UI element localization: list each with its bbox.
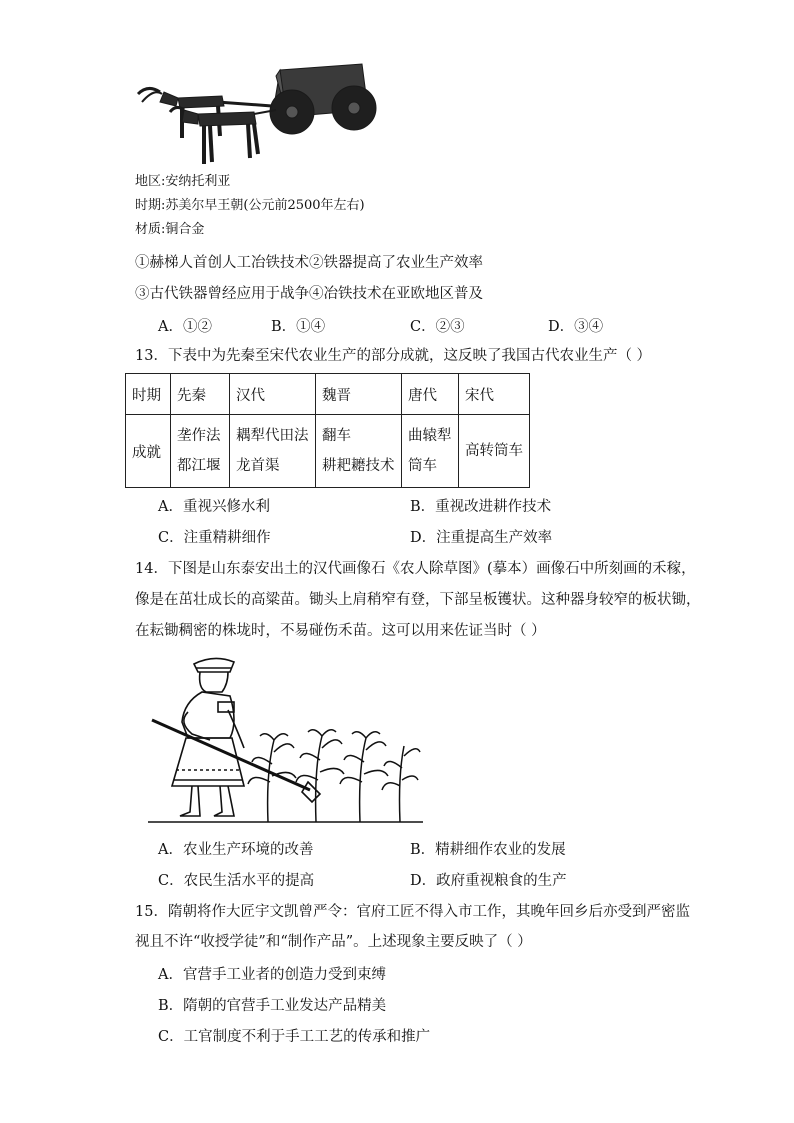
q12-statements-1: ①赫梯人首创人工冶铁技术②铁器提高了农业生产效率 — [135, 255, 483, 271]
table-cell-text: 龙首渠 — [236, 458, 280, 474]
table-header-cell: 唐代 — [402, 374, 459, 415]
q14-stem-1: 14．下图是山东泰安出土的汉代画像石《农人除草图》(摹本）画像石中所刻画的禾稼， — [135, 561, 696, 577]
table-header-cell: 先秦 — [171, 374, 230, 415]
table-cell-text: 高转筒车 — [465, 443, 523, 459]
q15-option-a[interactable]: A．官营手工业者的创造力受到束缚 — [158, 967, 386, 983]
q12-option-b[interactable]: B．①④ — [271, 319, 326, 335]
agriculture-table — [125, 373, 530, 488]
table-cell — [171, 415, 230, 488]
q13-option-b[interactable]: B．重视改进耕作技术 — [410, 499, 552, 515]
q12-option-a[interactable]: A．①② — [158, 319, 212, 335]
q14-option-d[interactable]: D．政府重视粮食的生产 — [410, 873, 567, 889]
farmer-weeding-image — [148, 652, 423, 830]
table-cell-text: 翻车 — [322, 428, 351, 444]
table-cell — [230, 415, 316, 488]
table-header-row — [126, 374, 530, 415]
table-cell — [316, 415, 402, 488]
caption-period: 时期:苏美尔早王朝(公元前2500年左右) — [135, 198, 365, 213]
q13-option-d[interactable]: D．注重提高生产效率 — [410, 530, 553, 546]
q13-option-c[interactable]: C．注重精耕细作 — [158, 530, 271, 546]
q15-stem-2: 视且不许“收授学徒”和“制作产品”。上述现象主要反映了（ ） — [135, 934, 532, 950]
q12-option-d[interactable]: D．③④ — [548, 319, 604, 335]
table-row — [126, 415, 530, 488]
q12-statements-2: ③古代铁器曾经应用于战争④冶铁技术在亚欧地区普及 — [135, 286, 483, 302]
table-row-label: 成就 — [126, 415, 171, 488]
bronze-cart-image — [130, 62, 390, 170]
table-cell — [459, 415, 530, 488]
table-cell-text: 垄作法 — [177, 428, 221, 444]
q12-option-c[interactable]: C．②③ — [410, 319, 465, 335]
table-cell-text: 都江堰 — [177, 458, 221, 474]
table-cell-text: 曲辕犁 — [408, 428, 452, 444]
table-header-cell: 宋代 — [459, 374, 530, 415]
q14-stem-2: 像是在茁壮成长的高粱苗。锄头上肩稍窄有登，下部呈板镬状。这种器身较窄的板状锄， — [135, 592, 701, 608]
table-header-cell: 汉代 — [230, 374, 316, 415]
q13-stem: 13．下表中为先秦至宋代农业生产的部分成就，这反映了我国古代农业生产（ ） — [135, 348, 652, 364]
table-header-cell: 时期 — [126, 374, 171, 415]
q14-option-c[interactable]: C．农民生活水平的提高 — [158, 873, 315, 889]
table-cell — [402, 415, 459, 488]
caption-region: 地区:安纳托利亚 — [135, 174, 231, 189]
table-header-cell: 魏晋 — [316, 374, 402, 415]
q14-stem-3: 在耘锄稠密的株垅时，不易碰伤禾苗。这可以用来佐证当时（ ） — [135, 623, 546, 639]
q15-option-b[interactable]: B．隋朝的官营手工业发达产品精美 — [158, 998, 387, 1014]
caption-material: 材质:铜合金 — [135, 222, 205, 237]
q15-stem-1: 15．隋朝将作大匠宇文凯曾严令：官府工匠不得入市工作，其晚年回乡后亦受到严密监 — [135, 904, 690, 920]
q14-option-a[interactable]: A．农业生产环境的改善 — [158, 842, 314, 858]
table-cell-text: 筒车 — [408, 458, 437, 474]
q13-option-a[interactable]: A．重视兴修水利 — [158, 499, 270, 515]
table-cell-text: 耦犁代田法 — [236, 428, 309, 444]
table-cell-text: 耕耙耱技术 — [322, 458, 395, 474]
q14-option-b[interactable]: B．精耕细作农业的发展 — [410, 842, 566, 858]
q15-option-c[interactable]: C．工官制度不利于手工工艺的传承和推广 — [158, 1029, 431, 1045]
